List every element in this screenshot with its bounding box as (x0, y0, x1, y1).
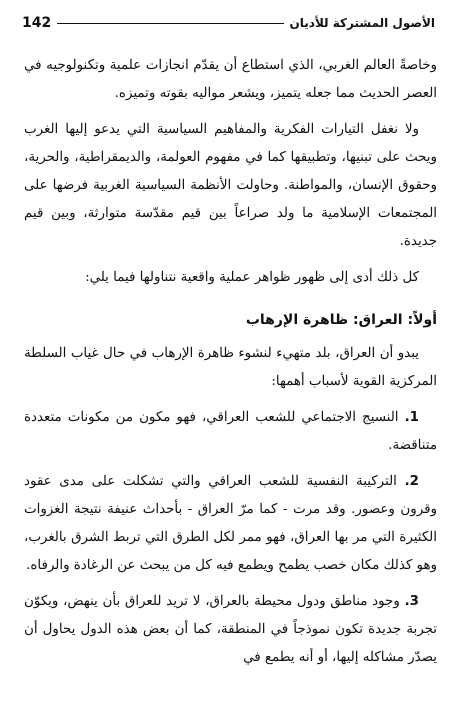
list-item-3 (24, 588, 437, 672)
page-number: 142 (22, 15, 52, 31)
list-item-text: النسيج الاجتماعي للشعب العراقي، فهو مكون من مكونات متعددة متناقضة. (24, 410, 437, 453)
page-body (24, 52, 437, 680)
list-item-text: وجود مناطق ودول محيطة بالعراق، لا تريد للعراق بأن ينهض، ويكوّن تجربة جديدة تكون نموذجاً في المنطقة، كما أن بعض هذه الدول يحاول أن يصدّر مشاكله إليها، أو أنه يطمع في (24, 594, 437, 665)
list-item-2 (24, 468, 437, 580)
paragraph-1: وخاصةً العالم الغربي، الذي استطاع أن يقدّم انجازات علمية وتكنولوجيه في العصر الحديث مما جعله يتميز، ويشعر مواليه بقوته وتميزه. (24, 58, 437, 101)
list-item-number: 3. (404, 594, 419, 609)
header-rule (57, 23, 283, 24)
paragraph-3: كل ذلك أدى إلى ظهور ظواهر عملية واقعية نتناولها فيما يلي: (85, 270, 419, 285)
list-item-1 (24, 404, 437, 460)
section-intro: يبدو أن العراق، بلد متهيء لنشوء ظاهرة الإرهاب في حال غياب السلطة المركزية القوية لأسباب أهمها: (24, 346, 437, 389)
page-header (22, 10, 435, 36)
list-item-number: 1. (404, 410, 419, 425)
list-item-number: 2. (404, 474, 419, 489)
running-title: الأصول المشتركة للأديان (289, 16, 435, 30)
section-heading: أولاً: العراق: ظاهرة الإرهاب (245, 312, 437, 328)
paragraph-2: ولا نغفل التيارات الفكرية والمفاهيم السياسية التي يدعو إليها الغرب ويحث على تبنيها، وتطبيقها كما في مفهوم العولمة، والديمقراطية، والحرية، وحقوق الإنسان، والمواطنة. وحاولت الأنظمة السياسية الغربية فرضها على المجتمعات الإسلامية ما ولد صراعاً بين قيم مقدّسة متوارثة، وبين قيم جديدة. (24, 122, 437, 249)
list-item-text: التركيبة النفسية للشعب العراقي والتي تشكلت على مدى عقود وقرون وعصور. وقد مرت - كما مرّ العراق - بأحداث عنيفة نتيجة الغزوات الكثيرة التي مر بها العراق، فهو ممر لكل الطرق التي تربط الشرق بالغرب، وهو كذلك مكان خصب يطمح ويطمع فيه كل من يبحث عن الرغادة والرفاه. (24, 474, 437, 573)
